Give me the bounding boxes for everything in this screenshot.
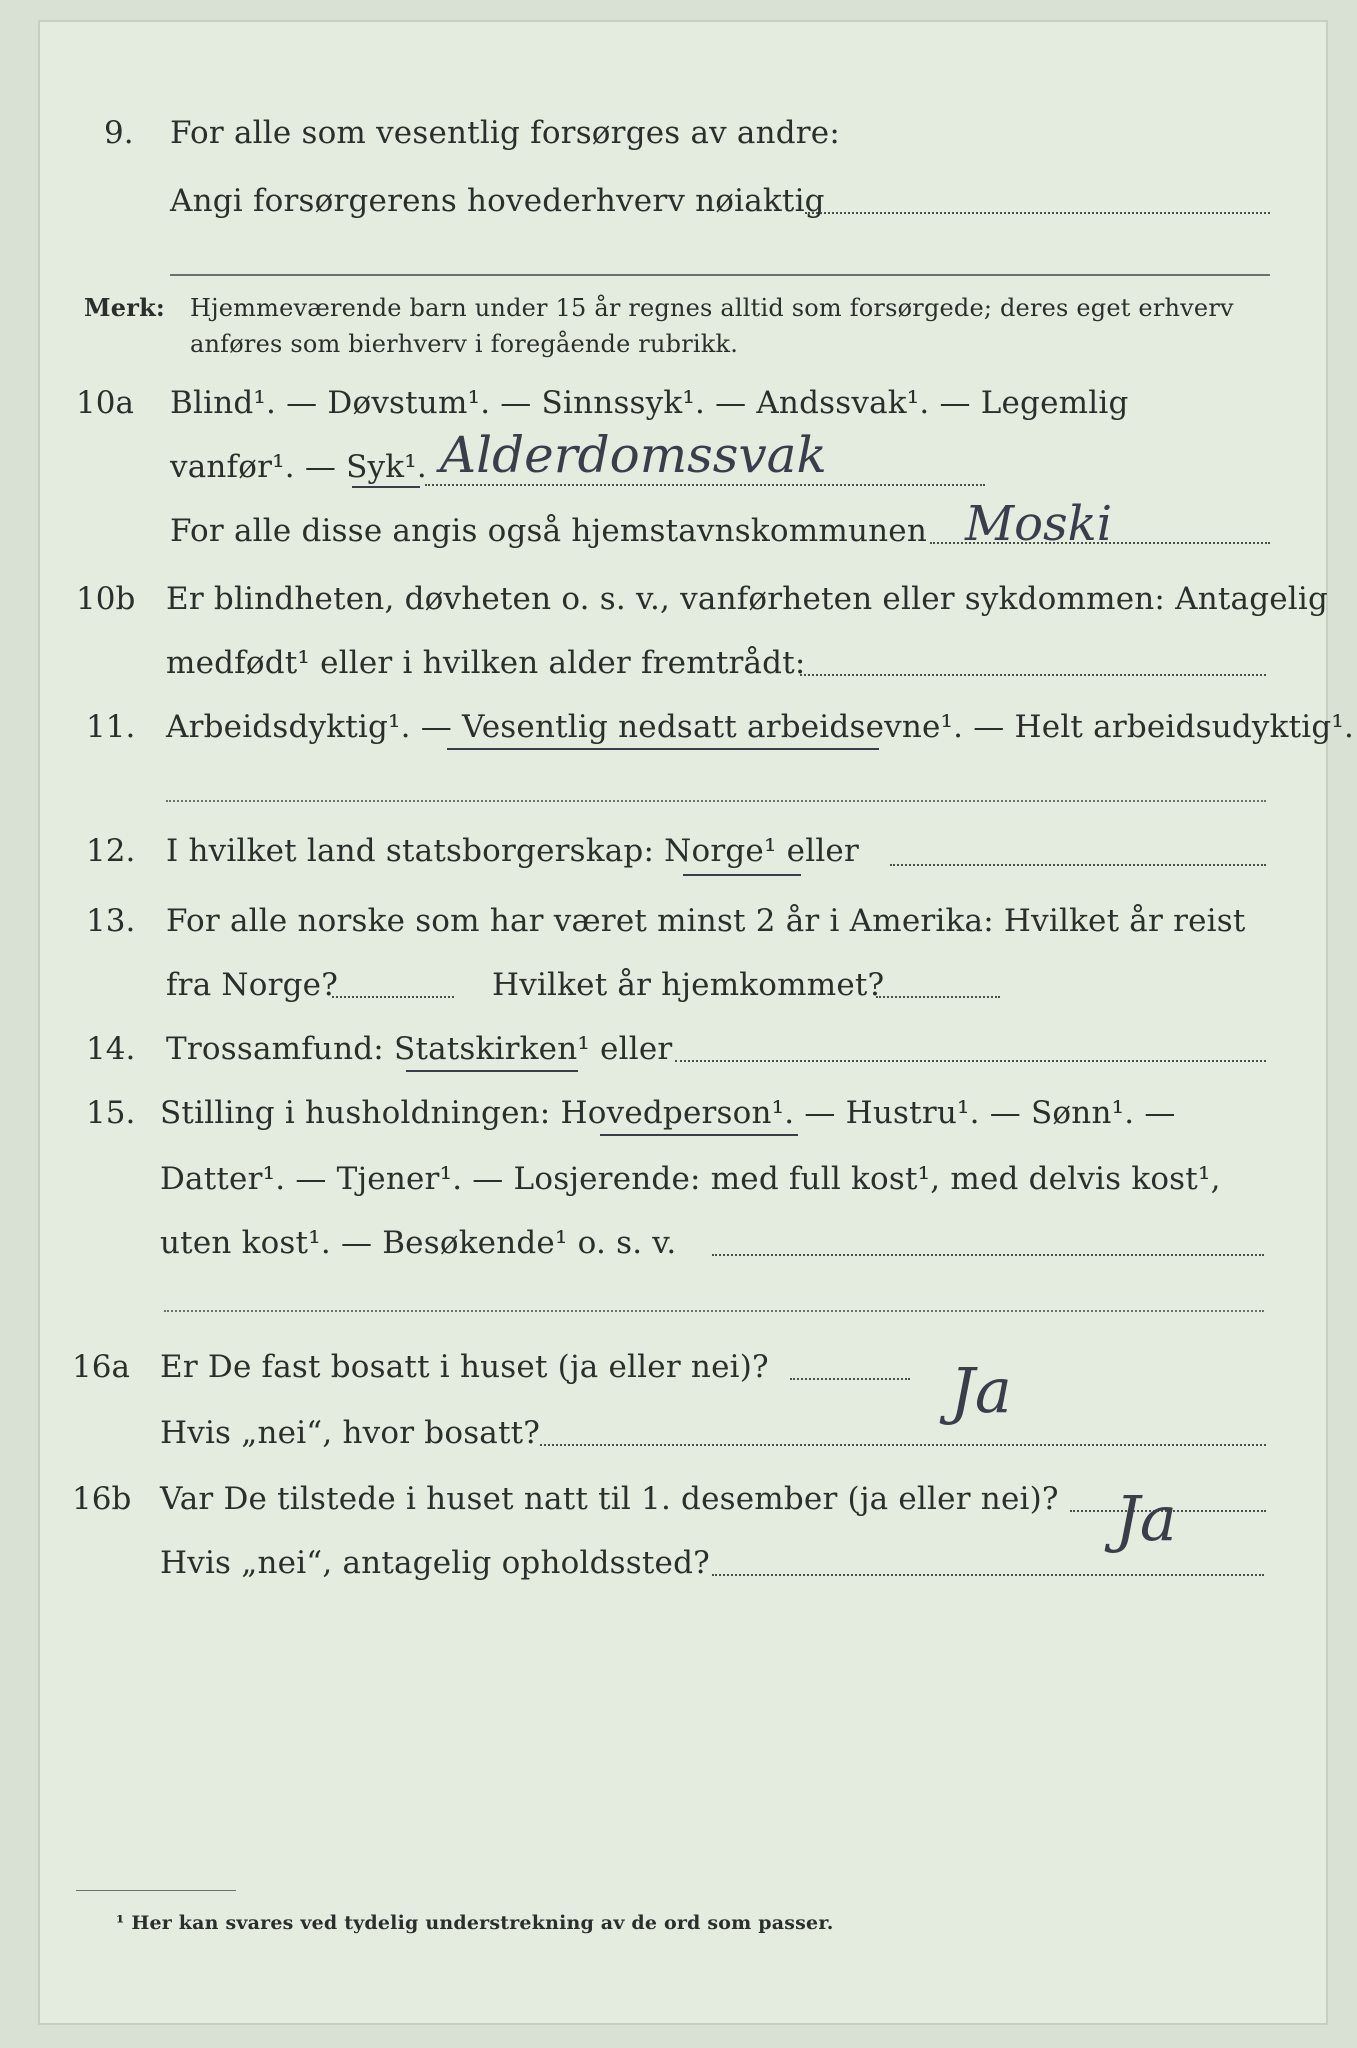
q15-extra-line[interactable] [164,1310,1264,1312]
q16a-line1: Er De fast bosatt i huset (ja eller nei)? [160,1349,769,1385]
q13-line2b: Hvilket år hjemkommet? [492,967,885,1003]
q13-line1: For alle norske som har været minst 2 år i Amerika: Hvilket år reist [166,903,1246,939]
q11-line1: Arbeidsdyktig¹. — Vesentlig nedsatt arbeidsevne¹. — Helt arbeidsudyktig¹. [166,709,1355,745]
q13-departure-line[interactable] [332,996,454,998]
q14-line1: Trossamfund: Statskirken¹ eller [166,1031,673,1067]
q11-selected-underline [447,748,879,750]
q11-number: 11. [86,709,136,745]
q16b-line1: Var De tilstede i huset natt til 1. desember (ja eller nei)? [160,1481,1059,1517]
q16b-whereabouts-line[interactable] [712,1574,1264,1576]
merk-line1: Hjemmeværende barn under 15 år regnes alltid som forsørgede; deres eget erhverv [190,294,1234,322]
q16a-residence-line[interactable] [540,1444,1266,1446]
merk-line2: anføres som bierhverv i foregående rubrikk. [190,330,739,358]
q14-answer-line[interactable] [675,1060,1266,1062]
q12-selected-underline [683,874,801,876]
q12-line1: I hvilket land statsborgerskap: Norge¹ eller [166,833,859,869]
q10b-line1: Er blindheten, døvheten o. s. v., vanførheten eller sykdommen: Antagelig [166,581,1329,617]
merk-label: Merk: [84,293,165,322]
q15-line1: Stilling i husholdningen: Hovedperson¹. — Hustru¹. — Sønn¹. — [160,1095,1176,1131]
footnote-rule [76,1890,236,1891]
q15-selected-underline [600,1134,798,1136]
q9-line2: Angi forsørgerens hovederhverv nøiaktig [170,183,825,219]
q13-number: 13. [86,903,136,939]
q12-number: 12. [86,833,136,869]
q10b-number: 10b [76,581,136,617]
q11-extra-line[interactable] [166,800,1266,802]
q10a-line1: Blind¹. — Døvstum¹. — Sinnssyk¹. — Andssvak¹. — Legemlig [170,385,1129,421]
q16b-answer: Ja [1115,1482,1177,1555]
q10a-line2: vanfør¹. — Syk¹. [170,449,427,485]
q16b-number: 16b [72,1481,132,1517]
q9-line1: For alle som vesentlig forsørges av andre: [170,115,840,151]
q9-answer-line[interactable] [805,212,1270,214]
q10a-syk-underline [352,486,420,488]
q16a-answer-line[interactable] [790,1378,910,1380]
q15-line2: Datter¹. — Tjener¹. — Losjerende: med full kost¹, med delvis kost¹, [160,1161,1221,1197]
q15-line3: uten kost¹. — Besøkende¹ o. s. v. [160,1225,677,1261]
footnote: ¹ Her kan svares ved tydelig understrekning av de ord som passer. [116,1912,834,1934]
q13-line2a: fra Norge? [166,967,339,1003]
q15-answer-line[interactable] [712,1254,1264,1256]
q16a-number: 16a [72,1349,130,1385]
q10b-answer-line[interactable] [800,674,1266,676]
q13-return-line[interactable] [876,996,1000,998]
q14-number: 14. [86,1031,136,1067]
q16a-line2: Hvis „nei“, hvor bosatt? [160,1415,541,1451]
q10a-illness-line[interactable] [425,484,985,486]
q10a-municipality-answer: Moski [965,496,1113,552]
q10a-number: 10a [76,385,134,421]
q16b-line2: Hvis „nei“, antagelig opholdssted? [160,1545,710,1581]
q10a-line3: For alle disse angis også hjemstavnskommunen [170,513,927,549]
q9-extra-line[interactable] [170,274,1270,276]
q12-answer-line[interactable] [890,864,1266,866]
q14-selected-underline [406,1070,578,1072]
q9-number: 9. [104,115,134,151]
q10b-line2: medfødt¹ eller i hvilken alder fremtrådt: [166,645,806,681]
q16a-answer: Ja [950,1354,1012,1427]
q10a-illness-answer: Alderdomssvak [440,426,827,484]
q15-number: 15. [86,1095,136,1131]
